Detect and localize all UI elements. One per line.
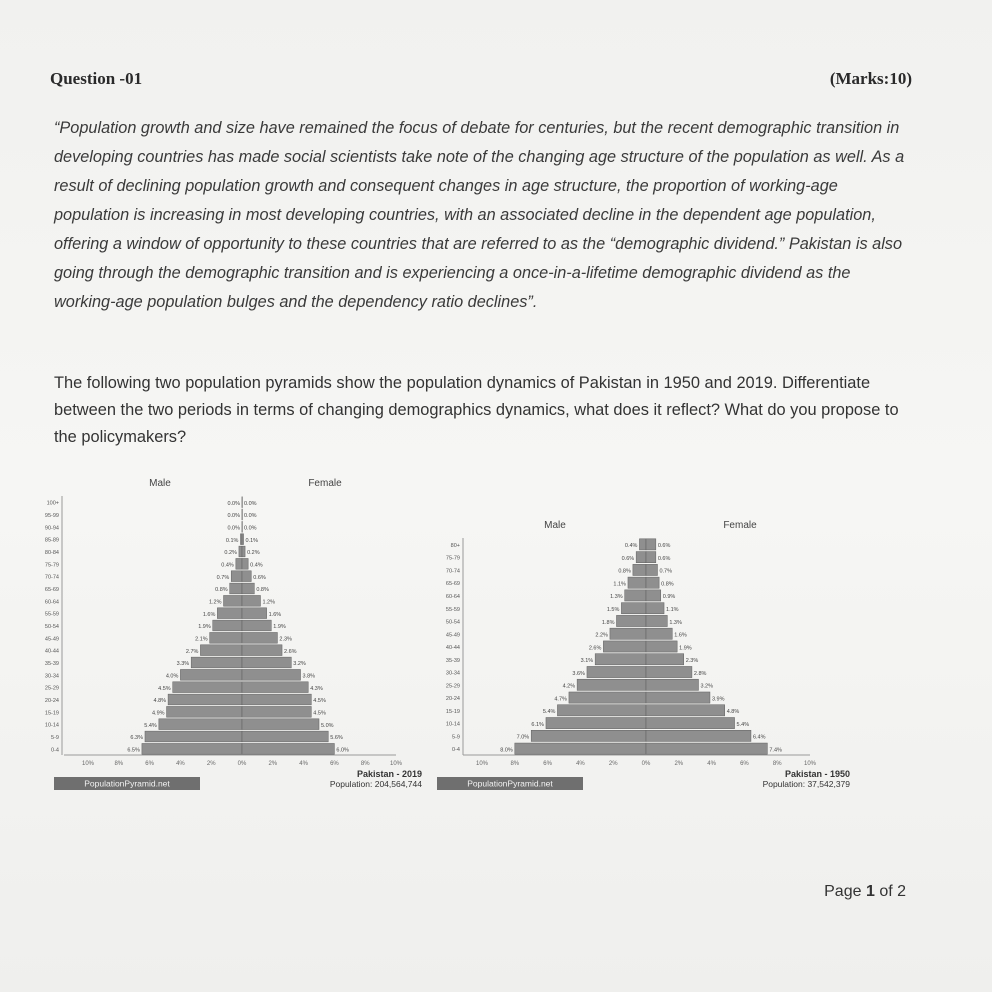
x-tick-label: 0% [237,761,247,767]
x-tick-label: 8% [114,761,124,767]
page-of: of 2 [879,883,906,900]
male-bar [210,632,242,643]
female-bar [646,564,657,575]
male-value-label: 1.2% [208,599,222,606]
male-value-label: 0.0% [227,525,240,532]
female-value-label: 1.3% [669,619,682,626]
male-value-label: 4.0% [165,673,179,680]
female-value-label: 0.7% [659,568,673,575]
age-label: 70-74 [445,568,460,575]
task-paragraph: The following two population pyramids show the population dynamics of Pakistan in 1950 and 2019. Differentiate between the two periods in terms of changing demographics dynamics, what does it reflect? What do you propose to the policymakers? [54,374,899,446]
age-label: 55-59 [44,611,59,618]
male-value-label: 4.2% [562,683,576,690]
female-bar [646,615,667,626]
brand-label: PopulationPyramid.net [467,778,553,789]
female-value-label: 0.0% [244,500,257,507]
female-bar [242,558,248,569]
chart-title: Pakistan - 2019 [356,769,422,779]
age-label: 80-84 [44,549,59,556]
female-bar [242,620,271,631]
male-bar [236,558,242,569]
page-number [824,883,906,901]
male-bar [595,654,646,665]
x-tick-label: 2% [268,761,278,767]
male-value-label: 1.9% [198,624,211,631]
female-value-label: 0.1% [245,537,259,544]
female-bar [242,706,311,717]
age-label: 25-29 [44,685,59,692]
x-tick-label: 10% [81,761,95,767]
female-bar [646,692,710,703]
male-value-label: 2.2% [595,632,608,639]
male-value-label: 1.8% [601,619,615,626]
female-value-label: 3.9% [711,696,725,703]
age-label: 70-74 [44,574,59,581]
male-bar [531,730,646,741]
x-tick-label: 2% [206,761,216,767]
female-bar [646,743,767,754]
female-bar [646,641,677,652]
male-bar [159,719,242,730]
x-tick-label: 6% [330,761,339,767]
male-bar [167,706,242,717]
female-value-label: 1.9% [679,645,692,652]
female-value-label: 0.8% [256,587,269,594]
age-label: 25-29 [445,683,460,690]
age-label: 5-9 [452,734,460,741]
age-label: 5-9 [51,734,59,741]
chart-subtitle: Population: 204,564,744 [329,779,422,789]
age-label: 10-14 [445,721,460,728]
male-value-label: 0.4% [221,562,234,569]
x-tick-label: 10% [803,761,817,767]
female-value-label: 0.8% [661,581,674,588]
male-bar [546,718,646,729]
age-label: 0-4 [452,747,460,754]
female-bar [242,632,277,643]
female-bar [242,608,267,619]
female-bar [242,731,328,742]
x-tick-label: 4% [299,761,308,767]
male-bar [145,731,242,742]
male-value-label: 2.1% [195,636,208,643]
pyramid-svg [435,480,855,800]
female-bar [242,546,245,557]
male-heading: Male [149,478,171,489]
female-bar [646,577,659,588]
age-label: 65-69 [44,586,59,593]
pyramid-chart-1950 [435,480,855,800]
female-bar [646,718,735,729]
male-value-label: 3.6% [572,670,585,677]
female-bar [242,682,308,693]
female-value-label: 4.5% [313,710,326,717]
female-value-label: 4.3% [310,685,323,692]
age-label: 0-4 [51,747,59,754]
chart-title: Pakistan - 1950 [784,769,850,779]
age-label: 40-44 [44,648,59,655]
female-value-label: 0.0% [244,513,257,520]
x-tick-label: 8% [510,761,520,767]
female-value-label: 2.8% [693,670,707,677]
page-label: Page [824,883,862,900]
male-value-label: 6.3% [130,735,143,742]
male-value-label: 1.3% [610,594,623,601]
age-label: 65-69 [445,581,460,588]
marks-label: (Marks:10) [829,69,912,88]
female-heading: Female [723,520,757,531]
male-value-label: 5.4% [542,709,556,716]
female-value-label: 0.6% [253,574,266,581]
male-value-label: 0.0% [227,513,240,520]
male-bar [628,577,646,588]
female-bar [646,539,656,550]
male-bar [217,608,242,619]
male-bar [577,679,646,690]
female-bar [646,679,698,690]
age-label: 55-59 [445,606,460,613]
male-value-label: 0.7% [216,574,230,581]
female-bar [242,669,301,680]
brand-label: PopulationPyramid.net [84,778,170,789]
female-heading: Female [308,478,342,489]
male-bar [142,743,242,754]
male-value-label: 0.8% [215,587,228,594]
female-value-label: 1.9% [273,624,286,631]
age-label: 80+ [450,542,460,549]
age-label: 100+ [46,500,59,507]
age-label: 30-34 [445,670,460,677]
age-label: 85-89 [44,537,59,544]
male-bar [231,571,242,582]
female-value-label: 7.4% [769,747,782,754]
age-label: 15-19 [44,710,59,717]
female-bar [242,657,291,668]
male-bar [239,546,242,557]
female-value-label: 4.8% [726,709,740,716]
x-tick-label: 2% [674,761,684,767]
male-bar [173,682,242,693]
female-bar [242,743,334,754]
age-label: 20-24 [44,697,59,704]
female-value-label: 0.9% [662,594,676,601]
male-bar [610,628,646,639]
female-bar [646,730,751,741]
x-tick-label: 4% [176,761,185,767]
age-label: 60-64 [445,593,460,600]
female-bar [242,534,244,545]
female-value-label: 2.3% [685,658,699,665]
x-tick-label: 10% [389,761,403,767]
female-value-label: 1.6% [268,611,282,618]
male-bar [639,539,646,550]
age-label: 45-49 [44,636,59,643]
x-tick-label: 0% [641,761,651,767]
age-label: 45-49 [445,632,460,639]
age-label: 90-94 [44,525,59,532]
male-bar [587,666,646,677]
male-value-label: 0.6% [621,555,635,562]
age-label: 10-14 [44,722,59,729]
male-value-label: 0.1% [225,537,239,544]
male-value-label: 0.2% [224,550,237,557]
male-bar [625,590,646,601]
age-label: 35-39 [44,660,59,667]
female-value-label: 3.2% [700,683,714,690]
male-bar [213,620,242,631]
age-label: 75-79 [44,562,59,569]
female-bar [646,552,656,563]
female-value-label: 5.4% [736,721,750,728]
male-bar [636,552,646,563]
male-bar [633,564,646,575]
x-tick-label: 6% [145,761,154,767]
pyramid-chart-2019 [44,478,430,800]
female-bar [646,666,692,677]
male-value-label: 6.5% [127,747,140,754]
male-value-label: 5.4% [144,722,157,729]
female-value-label: 5.0% [321,722,334,729]
male-value-label: 4.8% [153,698,167,705]
female-value-label: 0.4% [250,562,263,569]
male-bar [621,603,646,614]
pyramid-svg [44,478,430,800]
x-tick-label: 6% [740,761,749,767]
male-bar [616,615,646,626]
page-current: 1 [865,883,875,900]
age-label: 75-79 [445,555,460,562]
age-label: 15-19 [445,708,460,715]
male-bar [168,694,242,705]
male-value-label: 2.6% [588,645,602,652]
x-tick-label: 4% [576,761,585,767]
female-value-label: 0.0% [244,525,257,532]
male-bar [180,669,242,680]
male-bar [603,641,646,652]
x-tick-label: 2% [608,761,618,767]
female-bar [242,583,254,594]
male-value-label: 0.8% [618,568,631,575]
male-value-label: 0.4% [624,543,638,550]
female-value-label: 0.2% [247,550,260,557]
female-bar [646,705,725,716]
male-value-label: 3.3% [176,661,190,668]
quote-paragraph: “Population growth and size have remained the focus of debate for centuries, but the recent demographic transition in developing countries has made social scientists take note of the changing age structure of the population as well. As a result of declining population growth and consequent changes in age structure, the proportion of working-age population is increasing in most developing countries, with an associated decline in the dependent age population, offering a window of opportunity to these countries that are referred to as the “demographic dividend.” Pakistan is also going through the demographic transition and is experiencing a once-in-a-lifetime demographic dividend as the working-age population bulges and the dependency ratio declines”. [54,119,905,311]
male-bar [557,705,646,716]
female-value-label: 6.0% [336,747,349,754]
male-bar [569,692,646,703]
female-bar [646,628,672,639]
female-bar [646,590,661,601]
female-bar [242,719,319,730]
age-label: 35-39 [445,657,460,664]
male-value-label: 4.9% [151,710,165,717]
male-value-label: 7.0% [516,734,530,741]
chart-subtitle: Population: 37,542,379 [762,779,850,789]
male-bar [200,645,242,656]
female-value-label: 1.2% [262,599,276,606]
x-tick-label: 6% [543,761,552,767]
male-bar [515,743,646,754]
x-tick-label: 8% [360,761,370,767]
female-value-label: 3.8% [302,673,316,680]
x-tick-label: 4% [707,761,716,767]
female-bar [646,603,664,614]
female-value-label: 2.6% [284,648,297,655]
female-value-label: 0.6% [657,555,671,562]
male-value-label: 6.1% [531,721,544,728]
x-tick-label: 8% [772,761,782,767]
question-title: Question -01 [50,69,143,88]
female-value-label: 3.2% [293,661,306,668]
age-label: 50-54 [44,623,59,630]
female-value-label: 0.6% [657,543,671,550]
male-bar [224,595,242,606]
female-bar [242,595,260,606]
female-value-label: 6.4% [752,734,766,741]
male-value-label: 4.7% [554,696,567,703]
female-bar [646,654,684,665]
female-value-label: 1.6% [674,632,687,639]
age-label: 40-44 [445,645,460,652]
male-bar [191,657,242,668]
male-heading: Male [544,520,566,531]
male-value-label: 1.6% [202,611,216,618]
female-bar [242,571,251,582]
age-label: 30-34 [44,673,59,680]
age-label: 95-99 [44,512,59,519]
male-value-label: 1.1% [613,581,626,588]
female-bar [242,694,311,705]
female-value-label: 5.6% [330,735,343,742]
male-value-label: 8.0% [500,747,513,754]
male-value-label: 0.0% [227,500,240,507]
x-tick-label: 10% [475,761,489,767]
male-value-label: 4.5% [158,685,171,692]
female-value-label: 4.5% [313,698,326,705]
female-value-label: 2.3% [279,636,292,643]
male-value-label: 3.1% [580,658,594,665]
male-value-label: 2.7% [185,648,199,655]
female-value-label: 1.1% [666,607,679,614]
age-label: 50-54 [445,619,460,626]
female-bar [242,645,282,656]
male-value-label: 1.5% [606,607,620,614]
age-label: 60-64 [44,599,59,606]
male-bar [230,583,242,594]
age-label: 20-24 [445,696,460,703]
